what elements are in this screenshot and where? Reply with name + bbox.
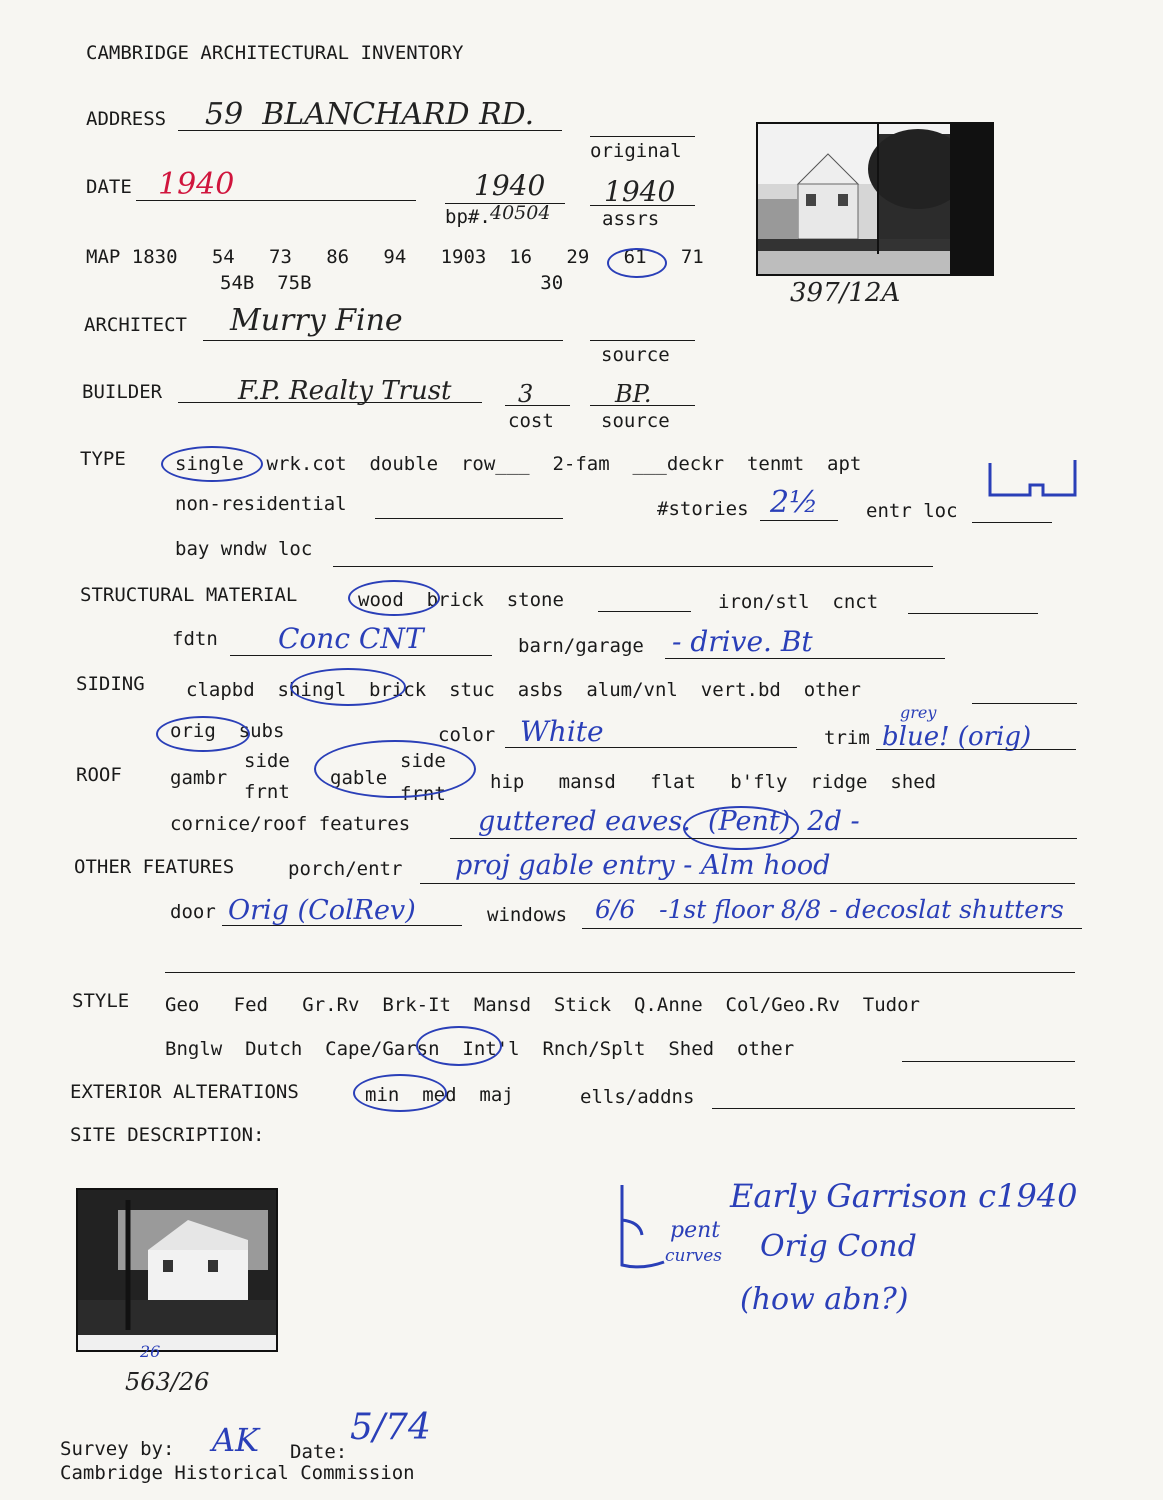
architect-value: Murry Fine [230,303,403,338]
gable-frnt: frnt [400,783,446,805]
date-bp: 1940 [474,169,546,202]
entr-loc-line [972,522,1052,523]
door-value: Orig (ColRev) [228,895,416,926]
trim-value-top: grey [900,703,937,722]
survey-by-value: AK [212,1421,260,1459]
assrs-line [590,205,695,206]
photo-bottom-number: 563/26 [125,1368,210,1396]
original-line [590,136,695,137]
barn-value: - drive. Bt [672,625,813,658]
gable-circle [314,740,476,798]
ext-alt-options: min med maj [365,1084,514,1106]
orig-subs: orig subs [170,720,285,742]
gambr-side: side [244,750,290,772]
architect-line [203,340,563,341]
photo-top-number: 397/12A [790,278,901,308]
form-title: CAMBRIDGE ARCHITECTURAL INVENTORY [86,42,464,64]
porch-value: proj gable entry - Alm hood [455,850,831,881]
fdtn-line [230,655,492,656]
assrs-label: assrs [602,208,660,230]
ext-alt-label: EXTERIOR ALTERATIONS [70,1081,299,1103]
other-features-label: OTHER FEATURES [74,856,235,878]
cornice-line [450,838,1077,839]
siding-other-line [972,703,1077,704]
orig-circle [156,716,250,752]
builder-line [178,402,482,403]
cornice-value: guttered eaves. (Pent) 2d - [478,806,860,837]
bay-window-label: bay wndw loc [175,538,313,560]
windows-label: windows [487,904,568,926]
garsn-circle [416,1026,502,1066]
photo-strip-number: 26 [140,1342,161,1361]
ells-line [712,1108,1075,1109]
gambr-label: gambr [170,767,228,789]
map-61-circle [607,248,667,278]
date-value: 1940 [158,167,235,202]
address-value: 59 BLANCHARD RD. [205,97,535,132]
cornice-label: cornice/roof features [170,813,411,835]
min-circle [353,1074,447,1112]
survey-label: Survey by: [60,1438,175,1460]
barn-line [665,658,945,659]
note-curves: curves [665,1246,722,1266]
wood-circle [348,580,440,616]
style-row-1: Geo Fed Gr.Rv Brk-It Mansd Stick Q.Anne Col/Geo.Rv Tudor [165,994,920,1016]
windows-line [582,928,1082,929]
trim-line [876,749,1076,750]
date-label: DATE [86,176,132,198]
date-line [136,200,416,201]
style-row-2: Bnglw Dutch Cape/Garsn Int'l Rnch/Splt Shed other [165,1038,795,1060]
cost-value: 3 [518,380,534,408]
entrance-sketch [985,455,1080,505]
gable-label: gable [330,767,388,789]
note-pent: pent [670,1218,721,1243]
stone-line [598,611,691,612]
style-label: STYLE [72,990,130,1012]
house-photo-top [756,122,994,276]
cost-label: cost [508,410,554,432]
fdtn-label: fdtn [172,628,218,650]
house-photo-bottom [76,1188,278,1352]
note-bracket-sketch [612,1180,672,1280]
windows-value: 6/6 -1st floor 8/8 - decoslat shutters [595,895,1064,924]
siding-label: SIDING [76,673,145,695]
extra-line [165,972,1075,973]
builder-source-line [590,405,695,406]
house-photo-top-image [758,124,992,274]
roof-label: ROOF [76,764,122,786]
address-label: ADDRESS [86,108,167,130]
stories-value: 2½ [770,485,819,520]
porch-line [420,883,1075,884]
stories-label: #stories [657,498,749,520]
cost-line [505,405,570,406]
stories-line [760,520,838,521]
non-residential-label: non-residential [175,493,347,515]
survey-date-label: Date: [290,1441,348,1463]
type-label: TYPE [80,448,126,470]
bp-label: bp#. [445,206,491,228]
door-line [222,925,462,926]
shingl-circle [290,668,406,706]
note-orig-cond: Orig Cond [760,1229,917,1264]
date-assrs: 1940 [604,175,676,208]
fdtn-value: Conc CNT [278,622,424,655]
structural-options: wood brick stone [358,589,564,611]
ells-label: ells/addns [580,1086,695,1108]
map-row-1: MAP 1830 54 73 86 94 1903 16 29 61 71 [86,246,704,268]
bay-window-line [333,566,933,567]
style-other-line [902,1061,1075,1062]
porch-label: porch/entr [288,858,403,880]
architect-source-label: source [601,344,670,366]
gable-side: side [400,750,446,772]
note-early-garrison: Early Garrison c1940 [730,1177,1078,1215]
survey-date-value: 5/74 [350,1407,431,1448]
trim-label: trim [824,727,870,749]
barn-label: barn/garage [518,635,644,657]
type-options: single wrk.cot double row___ 2-fam ___deckr tenmt apt [175,453,862,475]
note-how-abn: (how abn?) [740,1282,909,1317]
single-circle [161,446,263,482]
original-label: original [590,140,682,162]
color-line [505,747,797,748]
trim-value: blue! (orig) [882,722,1032,752]
door-label: door [170,901,216,923]
iron-label: iron/stl cnct [718,591,879,613]
color-value: White [520,715,604,748]
map-row-2: 54B 75B 30 [220,272,564,294]
architect-label: ARCHITECT [84,314,187,336]
cnct-line [908,613,1038,614]
builder-label: BUILDER [82,381,163,403]
non-residential-line [375,518,563,519]
entr-loc-label: entr loc [866,500,958,522]
siding-options: clapbd shingl brick stuc asbs alum/vnl vert.bd other [186,679,861,701]
structural-label: STRUCTURAL MATERIAL [80,584,298,606]
gambr-frnt: frnt [244,781,290,803]
pent-circle [683,806,799,850]
house-photo-bottom-image [78,1190,276,1350]
roof-options: hip mansd flat b'fly ridge shed [490,771,937,793]
builder-value: F.P. Realty Trust [238,376,452,406]
builder-source-label: source [601,410,670,432]
bp-number: 40504 [490,202,551,224]
color-label: color [438,724,496,746]
architect-source-line [590,340,695,341]
builder-source-value: BP. [615,380,652,408]
site-label: SITE DESCRIPTION: [70,1124,265,1146]
commission-name: Cambridge Historical Commission [60,1462,415,1484]
